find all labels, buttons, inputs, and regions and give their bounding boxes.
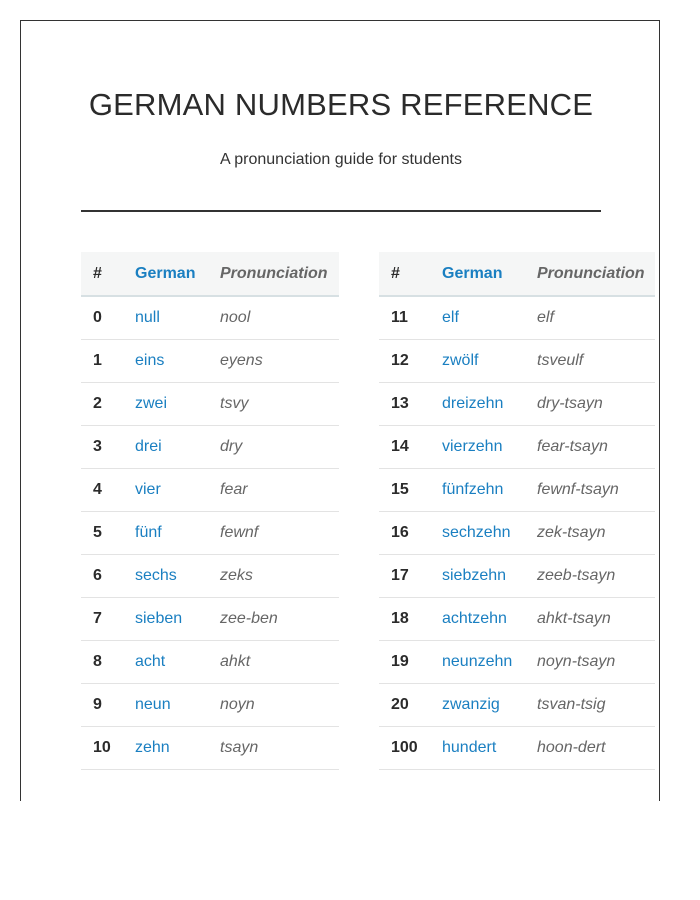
table-row — [81, 296, 339, 340]
german-word-cell: hundert — [430, 727, 525, 770]
german-word-cell: sieben — [123, 598, 208, 641]
pronunciation-cell: tsayn — [208, 727, 339, 770]
german-word-cell: zwei — [123, 383, 208, 426]
number-cell: 3 — [81, 426, 123, 469]
number-cell: 5 — [81, 512, 123, 555]
number-cell: 13 — [379, 383, 430, 426]
table-row — [81, 555, 339, 598]
pronunciation-cell: elf — [525, 296, 655, 340]
number-cell: 0 — [81, 296, 123, 340]
pronunciation-cell: eyens — [208, 340, 339, 383]
german-word-cell: vierzehn — [430, 426, 525, 469]
german-word-cell: zwölf — [430, 340, 525, 383]
number-cell: 14 — [379, 426, 430, 469]
german-word-cell: eins — [123, 340, 208, 383]
number-cell: 19 — [379, 641, 430, 684]
table-header-row — [81, 252, 339, 296]
table-row — [379, 598, 655, 641]
number-cell: 15 — [379, 469, 430, 512]
german-word-cell: zehn — [123, 727, 208, 770]
german-word-cell: elf — [430, 296, 525, 340]
pronunciation-cell: zek-tsayn — [525, 512, 655, 555]
table-row — [379, 641, 655, 684]
german-word-cell: neunzehn — [430, 641, 525, 684]
number-cell: 8 — [81, 641, 123, 684]
pronunciation-cell: zeeb-tsayn — [525, 555, 655, 598]
table-row — [379, 512, 655, 555]
number-cell: 7 — [81, 598, 123, 641]
german-word-cell: neun — [123, 684, 208, 727]
table-row — [81, 598, 339, 641]
column-header-number: # — [379, 252, 430, 296]
german-word-cell: achtzehn — [430, 598, 525, 641]
german-word-cell: drei — [123, 426, 208, 469]
table-row — [379, 340, 655, 383]
table-row — [379, 383, 655, 426]
column-header-number: # — [81, 252, 123, 296]
pronunciation-cell: tsvy — [208, 383, 339, 426]
document-page — [20, 20, 660, 801]
number-cell: 16 — [379, 512, 430, 555]
number-cell: 4 — [81, 469, 123, 512]
table-row — [81, 512, 339, 555]
table-row — [81, 641, 339, 684]
pronunciation-cell: fear — [208, 469, 339, 512]
pronunciation-cell: tsveulf — [525, 340, 655, 383]
table-header-row — [379, 252, 655, 296]
number-cell: 11 — [379, 296, 430, 340]
german-word-cell: acht — [123, 641, 208, 684]
table-row — [379, 296, 655, 340]
table-row — [379, 469, 655, 512]
number-cell: 2 — [81, 383, 123, 426]
column-header-german: German — [123, 252, 208, 296]
table-row — [81, 426, 339, 469]
number-cell: 20 — [379, 684, 430, 727]
pronunciation-cell: tsvan-tsig — [525, 684, 655, 727]
german-word-cell: fünfzehn — [430, 469, 525, 512]
german-word-cell: sechs — [123, 555, 208, 598]
german-word-cell: vier — [123, 469, 208, 512]
pronunciation-cell: dry — [208, 426, 339, 469]
table-row — [81, 727, 339, 770]
number-cell: 12 — [379, 340, 430, 383]
table-row — [379, 555, 655, 598]
table-row — [379, 727, 655, 770]
pronunciation-cell: noyn-tsayn — [525, 641, 655, 684]
pronunciation-cell: fear-tsayn — [525, 426, 655, 469]
german-word-cell: dreizehn — [430, 383, 525, 426]
german-word-cell: fünf — [123, 512, 208, 555]
pronunciation-cell: dry-tsayn — [525, 383, 655, 426]
column-header-pronunciation: Pronunciation — [208, 252, 339, 296]
pronunciation-cell: nool — [208, 296, 339, 340]
title-divider — [81, 210, 601, 212]
column-header-german: German — [430, 252, 525, 296]
numbers-table-right — [379, 252, 655, 770]
number-cell: 6 — [81, 555, 123, 598]
number-cell: 10 — [81, 727, 123, 770]
table-row — [81, 383, 339, 426]
table-row — [81, 340, 339, 383]
table-row — [379, 684, 655, 727]
german-word-cell: sechzehn — [430, 512, 525, 555]
german-word-cell: null — [123, 296, 208, 340]
page-subtitle: A pronunciation guide for students — [220, 151, 462, 168]
german-word-cell: siebzehn — [430, 555, 525, 598]
number-cell: 1 — [81, 340, 123, 383]
pronunciation-cell: zee-ben — [208, 598, 339, 641]
pronunciation-cell: noyn — [208, 684, 339, 727]
german-word-cell: zwanzig — [430, 684, 525, 727]
page-title: GERMAN NUMBERS REFERENCE — [88, 87, 594, 122]
table-row — [81, 469, 339, 512]
pronunciation-cell: fewnf — [208, 512, 339, 555]
number-cell: 18 — [379, 598, 430, 641]
table-row — [81, 684, 339, 727]
pronunciation-cell: zeks — [208, 555, 339, 598]
number-cell: 17 — [379, 555, 430, 598]
number-cell: 100 — [379, 727, 430, 770]
table-row — [379, 426, 655, 469]
pronunciation-cell: hoon-dert — [525, 727, 655, 770]
numbers-table-left — [81, 252, 339, 770]
pronunciation-cell: ahkt-tsayn — [525, 598, 655, 641]
pronunciation-cell: fewnf-tsayn — [525, 469, 655, 512]
number-cell: 9 — [81, 684, 123, 727]
column-header-pronunciation: Pronunciation — [525, 252, 655, 296]
pronunciation-cell: ahkt — [208, 641, 339, 684]
